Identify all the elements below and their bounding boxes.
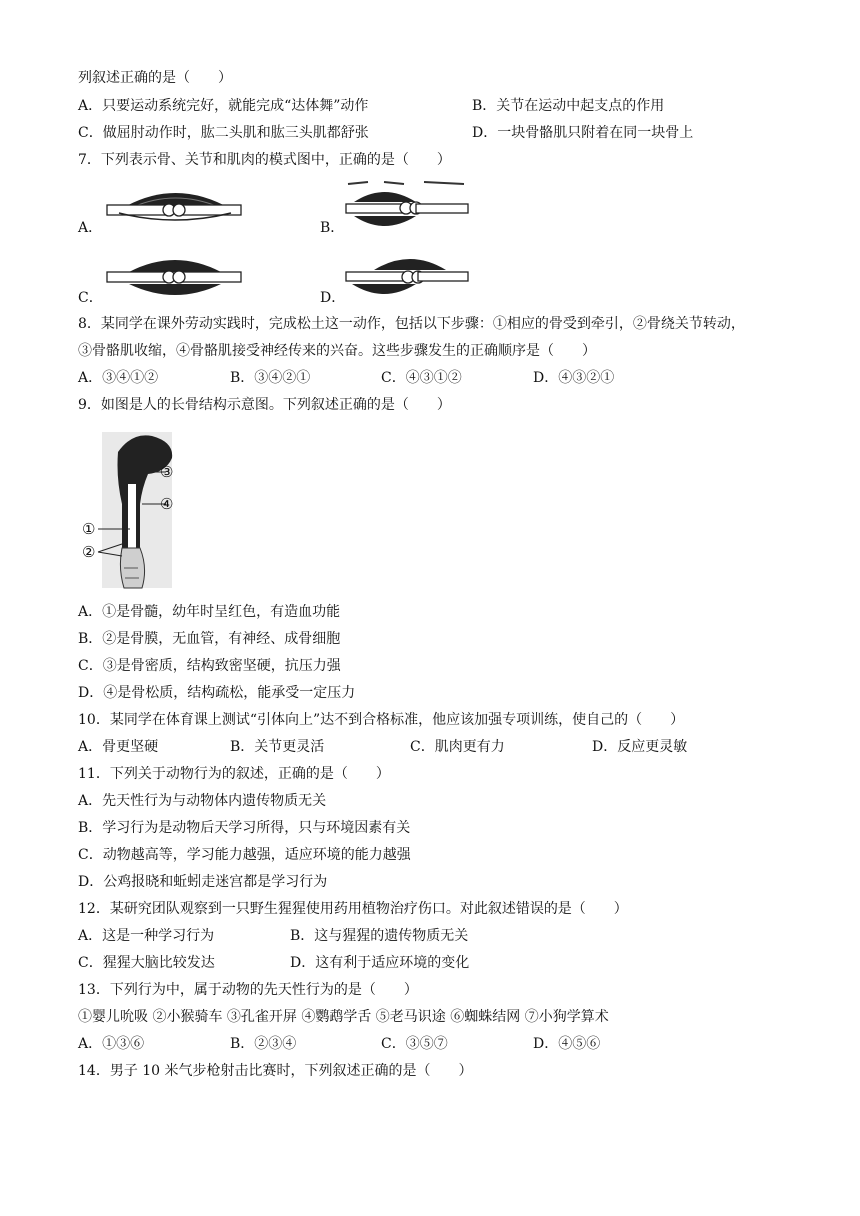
q7-figure-b [344, 180, 470, 238]
q8-stem-line2: ③骨骼肌收缩，④骨骼肌接受神经传来的兴奋。这些步骤发生的正确顺序是（ ） [78, 343, 596, 359]
q9-marker-3: ③ [160, 463, 174, 481]
q9-marker-1: ① [82, 520, 96, 538]
q7-figure-a [103, 183, 245, 231]
q13-option-c: C．③⑤⑦ [381, 1036, 448, 1052]
q7-label-a: A． [78, 220, 103, 236]
q8-option-a: A．③④①② [78, 370, 159, 386]
q13-items: ①婴儿吮吸 ②小猴骑车 ③孔雀开屏 ④鹦鹉学舌 ⑤老马识途 ⑥蜘蛛结网 ⑦小狗学算术 [78, 1009, 609, 1025]
q6-option-c: C．做屈肘动作时，肱二头肌和肱三头肌都舒张 [78, 125, 369, 141]
q11-option-b: B．学习行为是动物后天学习所得，只与环境因素有关 [78, 820, 411, 836]
q9-marker-2: ② [82, 543, 96, 561]
q9-option-a: A．①是骨髓，幼年时呈红色，有造血功能 [78, 604, 341, 620]
q6-option-b: B．关节在运动中起支点的作用 [472, 98, 665, 114]
q12-option-d: D．这有利于适应环境的变化 [290, 955, 470, 971]
q8-option-b: B．③④②① [230, 370, 311, 386]
q7-label-d: D． [320, 290, 346, 306]
q7-figure-c [103, 250, 245, 306]
q10-option-c: C．肌肉更有力 [410, 739, 505, 755]
q11-option-d: D．公鸡报晓和蚯蚓走迷宫都是学习行为 [78, 874, 328, 890]
q12-option-c: C．猩猩大脑比较发达 [78, 955, 215, 971]
q6-stem-tail: 列叙述正确的是（ ） [78, 70, 232, 86]
q10-option-b: B．关节更灵活 [230, 739, 325, 755]
q7-stem: 7．下列表示骨、关节和肌肉的模式图中，正确的是（ ） [78, 152, 451, 168]
q11-option-c: C．动物越高等，学习能力越强，适应环境的能力越强 [78, 847, 411, 863]
q10-stem: 10．某同学在体育课上测试“引体向上”达不到合格标准，他应该加强专项训练，使自己的（ ） [78, 712, 685, 728]
q7-label-b: B． [320, 220, 345, 236]
q7-label-c: C． [78, 290, 103, 306]
q9-option-c: C．③是骨密质，结构致密坚硬，抗压力强 [78, 658, 341, 674]
q13-option-a: A．①③⑥ [78, 1036, 145, 1052]
q11-option-a: A．先天性行为与动物体内遗传物质无关 [78, 793, 327, 809]
q12-option-a: A．这是一种学习行为 [78, 928, 215, 944]
q6-option-d: D．一块骨骼肌只附着在同一块骨上 [472, 125, 694, 141]
q10-option-d: D．反应更灵敏 [592, 739, 688, 755]
q14-stem: 14．男子 10 米气步枪射击比赛时，下列叙述正确的是（ ） [78, 1063, 473, 1079]
q6-option-a: A．只要运动系统完好，就能完成“达体舞”动作 [78, 98, 369, 114]
q8-option-d: D．④③②① [533, 370, 615, 386]
q11-stem: 11．下列关于动物行为的叙述，正确的是（ ） [78, 766, 390, 782]
q10-option-a: A．骨更坚硬 [78, 739, 159, 755]
q13-stem: 13．下列行为中，属于动物的先天性行为的是（ ） [78, 982, 418, 998]
q12-option-b: B．这与猩猩的遗传物质无关 [290, 928, 469, 944]
q9-option-b: B．②是骨膜，无血管，有神经、成骨细胞 [78, 631, 341, 647]
q8-option-c: C．④③①② [381, 370, 462, 386]
q13-option-d: D．④⑤⑥ [533, 1036, 601, 1052]
q8-stem-line1: 8．某同学在课外劳动实践时，完成松土这一动作，包括以下步骤：①相应的骨受到牵引，②骨绕关节转动， [78, 316, 745, 332]
q9-option-d: D．④是骨松质，结构疏松，能承受一定压力 [78, 685, 356, 701]
q9-stem: 9．如图是人的长骨结构示意图。下列叙述正确的是（ ） [78, 397, 451, 413]
q9-marker-4: ④ [160, 495, 174, 513]
q13-option-b: B．②③④ [230, 1036, 297, 1052]
q12-stem: 12．某研究团队观察到一只野生猩猩使用药用植物治疗伤口。对此叙述错误的是（ ） [78, 901, 628, 917]
q7-figure-d [344, 250, 470, 306]
